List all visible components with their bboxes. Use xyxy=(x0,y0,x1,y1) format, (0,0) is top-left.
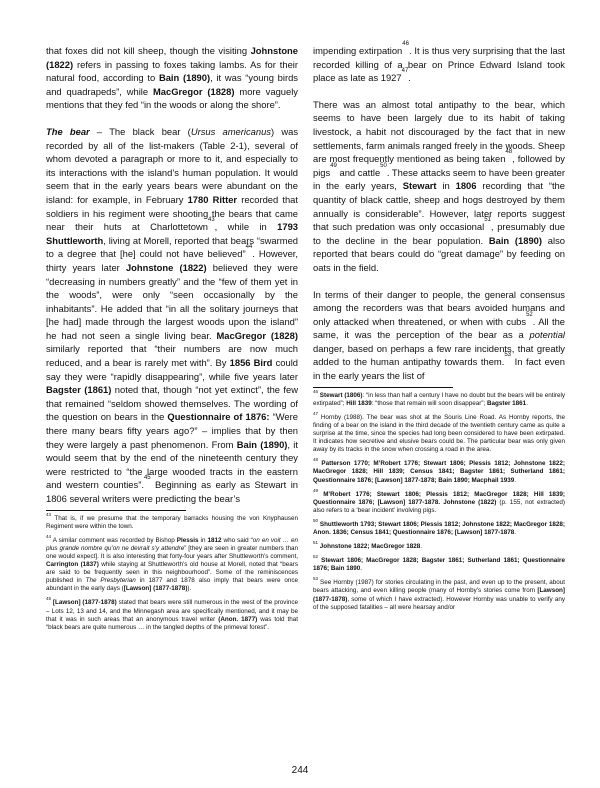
right-paragraph-1: impending extirpation$^{46}$. It is thus very surprising that the last recorded killing of a bear on Prince Edward Island took place as late as 1927$^{47}$. xyxy=(313,41,565,84)
footnote-45: $^{45}$ [Lawson] (1877-1878) stated that bears were still numerous in the west of the province – Lots 12, 13 and 14, and the Minnegash area are specifically mentioned, and it may be that it was in such areas that an anonymous travel writer (Anon. 1877) was told that “black bears are quite numerous … in the tangled depths of the primeval forest”. xyxy=(46,596,298,631)
footnote-50: $^{50}$ Shuttleworth 1793; Stewart 1806; Plessis 1812; Johnstone 1822; MacGregor 1828; Anon. 1836; Census 1841; Questionnaire 1876; [Lawson] 1877-1878. xyxy=(313,517,566,536)
right-column xyxy=(313,41,566,618)
footnote-47: $^{47}$ Hornby (1988). The bear was shot at the Souris Line Road. As Hornby reports, the finding of a bear on the island in the third decade of the twentieth century came as quite a surprise at the time, since the species had long been considered to have been extirpated. It indicates how secretive and elusive bears could be. The particular bear was only given away by its tracks in the snow when crossing a road in the area. xyxy=(313,410,565,454)
right-footnotes xyxy=(313,388,566,612)
left-paragraph-bear: The bear – The black bear (Ursus americanus) was recorded by all of the list-makers (Table 2-1), several of whom devoted a paragraph or more to it, and especially to its interactions with the island’s human population. It would seem that in the early years bears were abundant on the island: for example, in February 1780 Ritter recorded that soldiers in his regiment were shooting the bears that came near their huts at Charlottetown$^{43}$, while in 1793 Shuttleworth, living at Morell, reported that bears “swarmed to a degree that [he] could not have believed”$^{44}$. However, thirty years later Johnstone (1822) believed they were “decreasing in numbers greatly” and the “few of them yet in the woods”, were only “seen occasionally by the inhabitants”. He added that “in all the solitary journeys that [he had] made through the largest woods upon the island” he had not seen a single living bear. MacGregor (1828) similarly reported that “their numbers are now much reduced, and a bear is rarely met with”. By 1856 Bird could say they were “rapidly disappearing”, while five years later Bagster (1861) noted that, though “not yet extinct”, the few that remained “seldom showed themselves. The wording of the question on bears in the Questionnaire of 1876: “Were there many bears fifty years ago?” – implies that by then they were largely a past phenomenon. From Bain (1890), it would seem that by the end of the nineteenth century they were restricted to “the large wooded tracts in the eastern and western counties”.$^{45}$ Beginning as early as Stewart in 1806 several writers were predicting the bear’s xyxy=(46,125,299,504)
footnote-52: $^{52}$ Stewart 1806; MacGregor 1828; Bagster 1861; Sutherland 1861; Questionnaire 1876; Bain 1890. xyxy=(313,554,566,573)
right-paragraph-2: There was an almost total antipathy to the bear, which seems to have been largely due to its habit of taking livestock, a habit not discouraged by the fact that in new settlements, farm animals ranged freely in the woods. Sheep are most frequently mentioned as being taken$^{48}$, followed by pigs$^{49}$ and cattle$^{50}$. These attacks seem to have been greater in the early years, Stewart in 1806 recording that “the quantity of black cattle, sheep and hogs destroyed by them annually is considerable”. However, later reports suggest that such predation was only occasional$^{51}$, presumably due to the decline in the bear population. Bain (1890) also reported that bears could do “great damage” by feeding on oats in the field. xyxy=(313,98,565,273)
page-number: 244 xyxy=(291,765,309,776)
footnote-51: $^{51}$ Johnstone 1822; MacGregor 1828. xyxy=(313,540,422,551)
footnote-rule xyxy=(46,510,186,511)
footnote-53: $^{53}$ See Hornby (1987) for stories circulating in the past, and even up to the present, about bears attacking, and even killing people (many of Hornby’s stories come from [Lawson] (1877-1878), some of which I have extracted). However Hornby was unable to verify any of the supposed fatalities – all were hearsay and/or xyxy=(313,576,565,611)
left-footnotes xyxy=(46,511,299,632)
footnote-43: $^{43}$ That is, if we presume that the temporary barracks housing the von Knyphausen Regiment were within the town. xyxy=(46,511,298,530)
footnote-46: $^{46}$ Stewart (1806): “in less than half a century I have no doubt but the bears will be entirely extirpated”; Hill 1839: “those that remain will soon disappear”; Bagster 1861. xyxy=(313,388,565,407)
left-paragraph-1: that foxes did not kill sheep, though the visiting Johnstone (1822) refers in passing to foxes taking lambs. As for their natural food, according to Bain (1890), it was “young birds and quadrapeds”, while MacGregor (1828) more vaguely mentions that they fed “in the woods or along the shore”. xyxy=(46,45,298,111)
footnote-rule xyxy=(313,387,453,388)
right-paragraph-3: In terms of their danger to people, the general consensus among the recorders was that bears avoided humans and only attacked when threatened, or when with cubs$^{52}$. All the same, it was the perception of the bear as a potential danger, based on perhaps a few rare incidents, that greatly added to the human antipathy towards them.$^{53}$ In fact even in the early years the list of xyxy=(313,288,565,382)
left-column xyxy=(46,44,298,638)
footnote-48: $^{48}$ Patterson 1770; M’Robert 1776; Stewart 1806; Plessis 1812; Johnstone 1822; MacGregor 1828; Hill 1839; Census 1841; Bagster 1861; Sutherland 1861; Questionnaire 1876; [Lawson] 1877-1878; Bain 1890; Macphail 1939. xyxy=(313,457,566,484)
footnote-44: $^{44}$ A similar comment was recorded by Bishop Plessis in 1812 who said “on en voit … en plus grande nombre qu’on ne devrait s’y attendre” [they are seen in greater numbers than one would expect]. It is also interesting that forty-four years after Shuttleworth’s comment, Carrington (1837) while staying at Shuttleworth’s old house at Morell, noted that “bears are said to be frequently seen in this neighbourhood”. Some of the reminiscences published in The Presbyterian in 1877 and 1878 also imply that bears were once abundant in the early days ([Lawson] (1877-1878)). xyxy=(46,533,299,593)
footnote-49: $^{49}$ M’Robert 1776; Stewart 1806; Plessis 1812; MacGregor 1828; Hill 1839; Questionnaire 1876; [Lawson] 1877-1878. Johnstone (1822) (p. 155, not extracted) also refers to a ‘bear incident’ involving pigs. xyxy=(313,487,565,514)
